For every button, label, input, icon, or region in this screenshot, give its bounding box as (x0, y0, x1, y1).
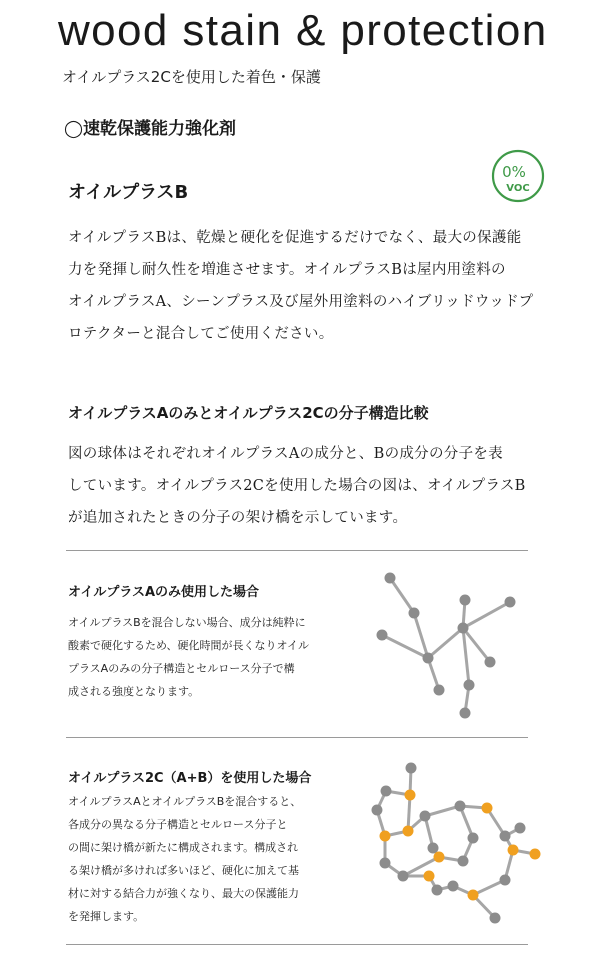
molecule-b-node (508, 845, 519, 856)
molecule-a-node (458, 623, 469, 634)
divider (66, 550, 528, 551)
case-a-line: 酸素で硬化するため、硬化時間が長くなりオイル (68, 639, 310, 652)
badge-percent: 0% (502, 163, 526, 181)
molecule-a-node (468, 833, 479, 844)
case-2c-line: の間に架け橋が新たに構成されます。構成され (68, 841, 299, 854)
molecule-a-node (423, 653, 434, 664)
molecule-a-node (434, 685, 445, 696)
section-heading: ◯速乾保護能力強化剤 (64, 119, 237, 139)
molecule-a-node (381, 786, 392, 797)
case-a-title: オイルプラスAのみ使用した場合 (68, 585, 260, 600)
molecule-a-node (464, 680, 475, 691)
molecule-a-node (458, 856, 469, 867)
bond-line (428, 628, 463, 658)
molecule-diagram-a-only (370, 565, 530, 725)
product-name: オイルプラスB (68, 182, 189, 203)
molecule-a-node (420, 811, 431, 822)
description-line: オイルプラスBは、乾燥と硬化を促進するだけでなく、最大の保護能 (68, 230, 522, 246)
case-2c-title: オイルプラス2C（A+B）を使用した場合 (68, 771, 312, 786)
divider (66, 944, 528, 945)
case-2c-line: る架け橋が多ければ多いほど、硬化に加えて基 (68, 864, 299, 877)
molecule-b-node (424, 871, 435, 882)
case-a-line: プラスAのみの分子構造とセルロース分子で構 (68, 662, 295, 675)
molecule-a-node (398, 871, 409, 882)
molecule-a-node (385, 573, 396, 584)
product-description (68, 222, 548, 350)
molecule-b-node (405, 790, 416, 801)
comparison-heading: オイルプラスAのみとオイルプラス2Cの分子構造比較 (68, 404, 429, 422)
molecule-a-node (428, 843, 439, 854)
case-2c-line: 各成分の異なる分子構造とセルロース分子と (68, 818, 288, 831)
molecule-a-node (515, 823, 526, 834)
case-a-line: オイルプラスBを混合しない場合、成分は純粋に (68, 616, 306, 629)
divider (66, 737, 528, 738)
molecule-b-node (380, 831, 391, 842)
molecule-a-node (432, 885, 443, 896)
page-title: wood stain & protection (58, 6, 548, 55)
molecule-a-node (500, 875, 511, 886)
page-subtitle: オイルプラス2Cを使用した着色・保護 (62, 68, 321, 86)
molecule-a-node (372, 805, 383, 816)
molecule-diagram-2c (365, 758, 545, 933)
molecule-b-node (482, 803, 493, 814)
description-line: 力を発揮し耐久性を増進させます。オイルプラスBは屋内用塗料の (68, 262, 506, 278)
case-2c-line: を発揮します。 (68, 910, 145, 923)
molecule-a-node (448, 881, 459, 892)
molecule-a-node (377, 630, 388, 641)
molecule-a-node (500, 831, 511, 842)
case-2c-line: 材に対する結合力が強くなり、最大の保護能力 (68, 887, 299, 900)
bond-line (390, 578, 414, 613)
case-2c-text (68, 790, 368, 928)
intro-line: が追加されたときの分子の架け橋を示しています。 (68, 510, 408, 526)
molecule-a-node (409, 608, 420, 619)
molecule-a-node (460, 708, 471, 719)
intro-line: 図の球体はそれぞれオイルプラスAの成分と、Bの成分の分子を表 (68, 446, 503, 462)
description-line: オイルプラスA、シーンプラス及び屋外用塗料のハイブリッドウッドプ (68, 294, 534, 310)
molecule-a-node (460, 595, 471, 606)
intro-line: しています。オイルプラス2Cを使用した場合の図は、オイルプラスB (68, 478, 526, 494)
molecule-a-node (505, 597, 516, 608)
comparison-intro (68, 438, 548, 534)
molecule-a-node (406, 763, 417, 774)
molecule-a-node (455, 801, 466, 812)
case-a-text (68, 611, 368, 703)
molecule-b-node (403, 826, 414, 837)
bond-line (463, 602, 510, 628)
case-2c-line: オイルプラスAとオイルプラスBを混合すると、 (68, 795, 302, 808)
molecule-b-node (434, 852, 445, 863)
molecule-a-node (485, 657, 496, 668)
case-a-line: 成される強度となります。 (68, 685, 200, 698)
zero-voc-badge-icon (490, 148, 546, 204)
molecule-b-node (468, 890, 479, 901)
molecule-a-node (380, 858, 391, 869)
molecule-a-node (490, 913, 501, 924)
badge-label: VOC (506, 183, 530, 194)
description-line: ロテクターと混合してご使用ください。 (68, 326, 334, 342)
molecule-b-node (530, 849, 541, 860)
